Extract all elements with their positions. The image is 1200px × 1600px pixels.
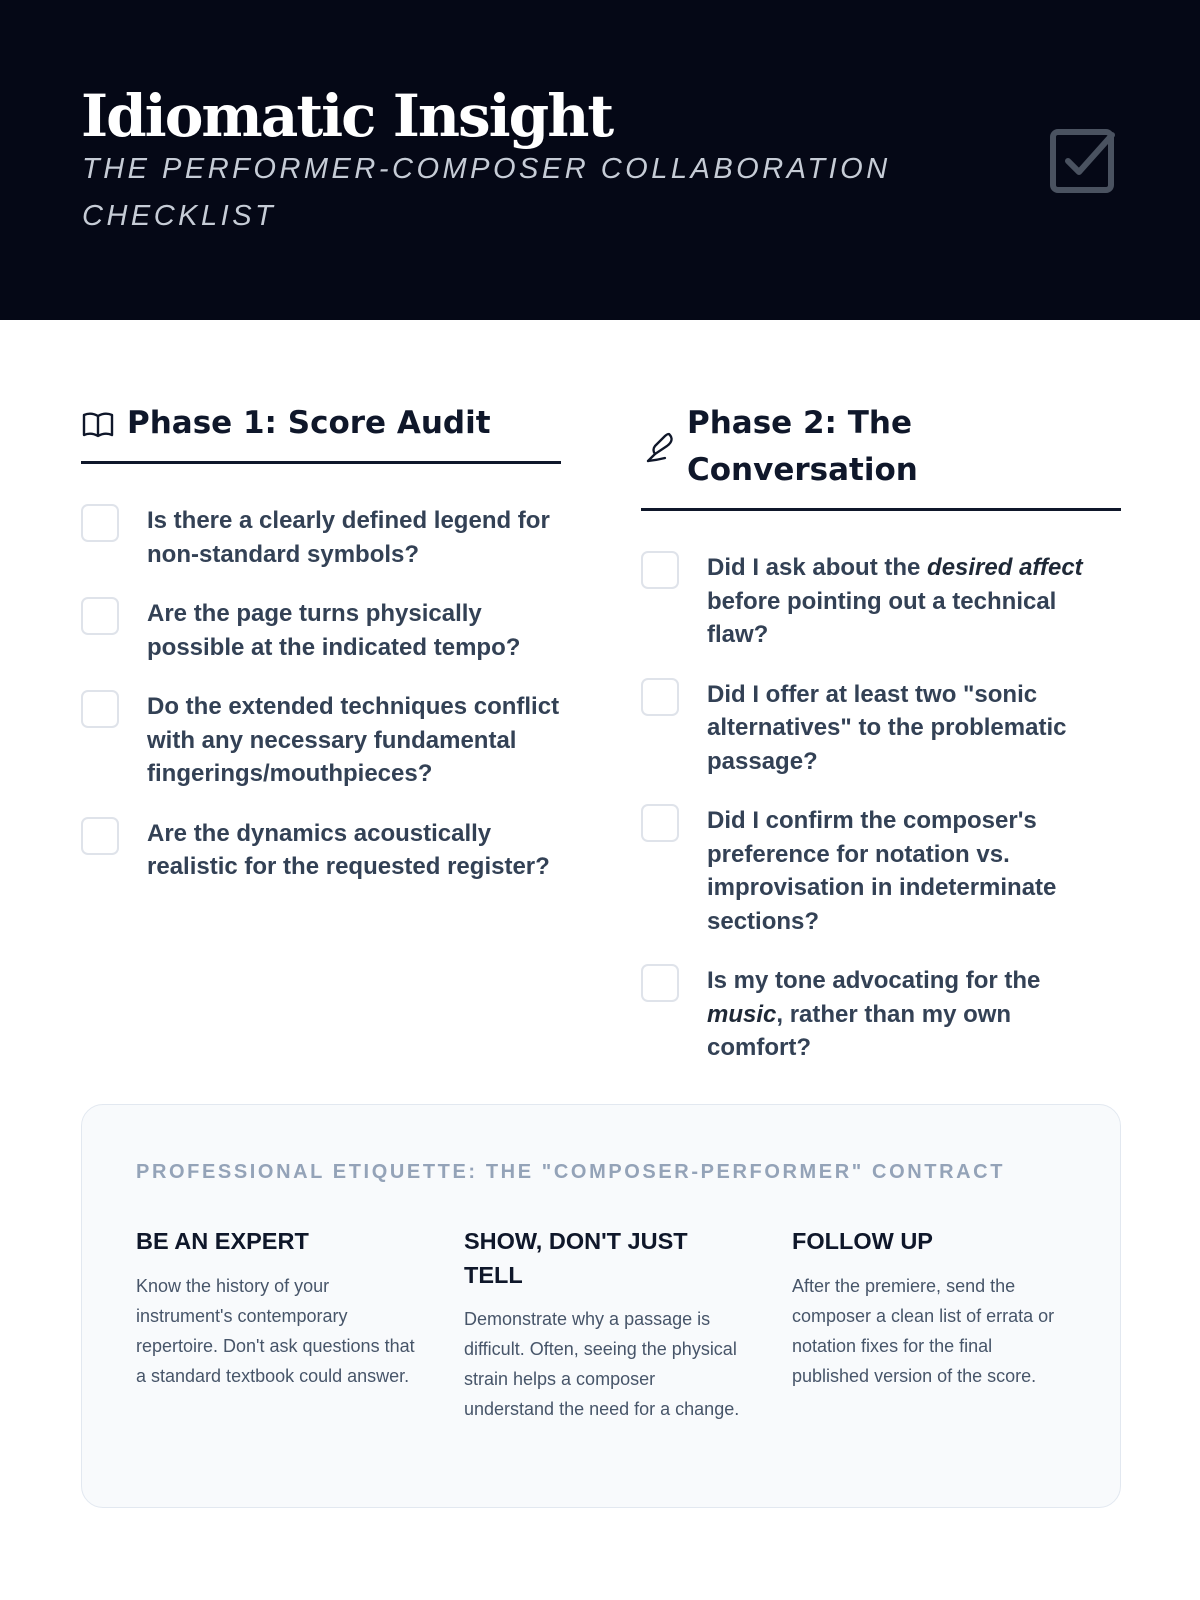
checkbox-check-icon [1046,125,1118,197]
phase-1-section [81,400,561,910]
checkbox[interactable] [81,817,119,855]
etiquette-heading: FOLLOW UP [792,1228,933,1254]
checklist-item-text: Are the dynamics acoustically realistic for the requested register? [147,819,550,880]
quill-icon [643,430,677,464]
checklist-item [641,678,1121,779]
checklist-item-text: Is my tone advocating for the music, rather than my own comfort? [707,967,1041,1061]
phase-1-checklist [81,504,561,884]
page-subtitle: THE PERFORMER-COMPOSER COLLABORATION CHECKLIST [82,153,891,232]
checkbox[interactable] [641,678,679,716]
checkbox[interactable] [641,804,679,842]
checklist-item [81,817,561,884]
etiquette-title: PROFESSIONAL ETIQUETTE: THE "COMPOSER-PERFORMER" CONTRACT [136,1161,1006,1183]
book-icon [81,408,115,442]
checklist-item [641,964,1121,1065]
checklist-item [641,551,1121,652]
checklist-item [641,804,1121,938]
checklist-item-text: Did I confirm the composer's preference for notation vs. improvisation in indeterminate sections? [707,807,1057,935]
phase-1-title: Phase 1: Score Audit [127,405,491,441]
etiquette-panel [81,1104,1121,1508]
checklist-item-text: Is there a clearly defined legend for non-standard symbols? [147,507,550,568]
phase-2-title: Phase 2: The Conversation [687,405,918,488]
phase-2-section [641,400,1121,1091]
etiquette-text: Demonstrate why a passage is difficult. Often, seeing the physical strain helps a composer understand the need for a change. [464,1309,740,1419]
etiquette-heading: SHOW, DON'T JUST TELL [464,1228,688,1288]
checklist-item-text: Are the page turns physically possible at the indicated tempo? [147,600,521,661]
checklist-item-text: Did I ask about the desired affect before pointing out a technical flaw? [707,554,1083,648]
etiquette-text: After the premiere, send the composer a clean list of errata or notation fixes for the final published version of the score. [792,1275,1055,1386]
checkbox[interactable] [81,690,119,728]
checklist-item [81,597,561,664]
etiquette-column [792,1225,1072,1391]
etiquette-heading: BE AN EXPERT [136,1228,309,1254]
checkbox[interactable] [81,504,119,542]
phase-1-heading [81,400,561,464]
etiquette-column [136,1225,416,1391]
phase-2-heading [641,400,1121,511]
checklist-item-text: Did I offer at least two "sonic alternatives" to the problematic passage? [707,680,1067,775]
checklist-item [81,690,561,791]
header-banner [0,0,1200,320]
checkbox[interactable] [81,597,119,635]
checkbox[interactable] [641,964,679,1002]
etiquette-text: Know the history of your instrument's contemporary repertoire. Don't ask questions that a standard textbook could answer. [136,1275,415,1386]
etiquette-column [464,1225,744,1424]
page-title: Idiomatic Insight [81,82,613,150]
phase-2-checklist [641,551,1121,1065]
checklist-item [81,504,561,571]
checkbox[interactable] [641,551,679,589]
checklist-item-text: Do the extended techniques conflict with any necessary fundamental fingerings/mouthpieces? [147,693,560,787]
